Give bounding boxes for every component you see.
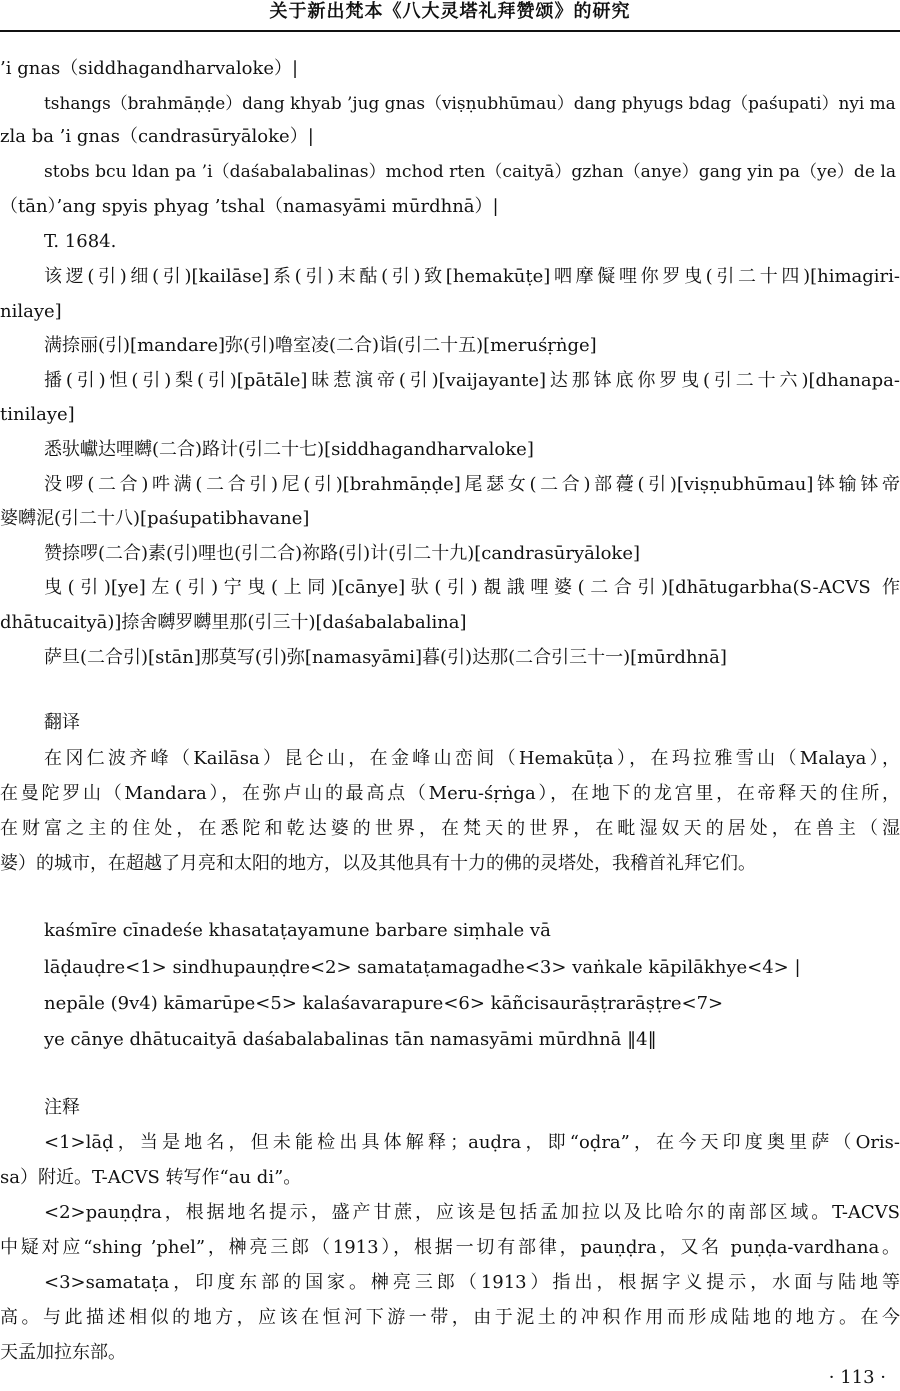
page-number: · 113 · <box>828 1367 886 1388</box>
taisho-line: 没啰(二合)吽满(二合引)尼(引)[brahmāṇḍe]尾瑟女(二合)部蘉(引)[viṣṇubhūmau]钵输钵帝 <box>44 474 900 495</box>
tibetan-line: ’i gnas（siddhagandharvaloke）| <box>0 58 299 79</box>
notes-heading: 注释 <box>44 1097 80 1118</box>
tibetan-line: stobs bcu ldan pa ’i（daśabalabalinas）mchod rten（caityā）gzhan（anye）gang yin pa（ye）de la <box>44 162 897 182</box>
translation-line: 在冈仁波齐峰（Kailāsa）昆仑山，在金峰山峦间（Hemakūṭa），在玛拉雅雪山（Malaya）， <box>44 748 900 769</box>
verse-line: lāḍauḍre<1> sindhupauṇḍre<2> samataṭamagadhe<3> vaṅkale kāpilākhye<4> | <box>44 957 801 978</box>
note-line: <3>samataṭa，印度东部的国家。榊亮三郎（1913）指出，根据字义提示，水面与陆地等 <box>44 1272 900 1293</box>
header-rule <box>0 30 900 32</box>
taisho-line: 曳(引)[ye]左(引)宁曳(上同)[cānye]驮(引)覩誐哩婆(二合引)[dhātugarbha(S-ACVS 作 <box>44 577 900 598</box>
taisho-reference: T. 1684. <box>44 231 117 252</box>
note-line: <1>lāḍ，当是地名，但未能检出具体解释；auḍra，即“oḍra”，在今天印度奥里萨（Oris- <box>44 1132 900 1153</box>
running-header: 关于新出梵本《八大灵塔礼拜赞颂》的研究 <box>269 1 631 22</box>
taisho-line: 婆嚩泥(引二十八)[paśupatibhavane] <box>0 508 310 529</box>
taisho-line: 悉驮巘达哩嚩(二合)路计(引二十七)[siddhagandharvaloke] <box>44 439 534 460</box>
taisho-line: 播(引)怛(引)梨(引)[pātāle]昧惹演帝(引)[vaijayante]达那钵底你罗曳(引二十六)[dhanapa- <box>44 370 900 391</box>
verse-line: nepāle (9v4) kāmarūpe<5> kalaśavarapure<6> kāñcisaurāṣṭrarāṣṭre<7> <box>44 993 724 1014</box>
translation-line: 婆）的城市，在超越了月亮和太阳的地方，以及其他具有十力的佛的灵塔处，我稽首礼拜它们。 <box>0 853 756 874</box>
taisho-line: dhātucaityā)]捺舍嚩罗嚩里那(引三十)[daśabalabalina] <box>0 612 467 633</box>
taisho-line: 满捺丽(引)[mandare]弥(引)噜室凌(二合)诣(引二十五)[meruśṛṅge] <box>44 335 597 356</box>
translation-line: 在财富之主的住处，在悉陀和乾达婆的世界，在梵天的世界，在毗湿奴天的居处，在兽主（湿 <box>0 818 900 839</box>
tibetan-line: tshangs（brahmāṇḍe）dang khyab ’jug gnas（viṣṇubhūmau）dang phyugs bdag（paśupati）nyi ma <box>44 93 896 113</box>
tibetan-line: （tān）’ang spyis phyag ’tshal（namasyāmi mūrdhnā）| <box>0 196 499 217</box>
note-line: 天孟加拉东部。 <box>0 1342 126 1363</box>
note-line: <2>pauṇḍra，根据地名提示，盛产甘蔗，应该是包括孟加拉以及比哈尔的南部区域。T-ACVS <box>44 1202 900 1223</box>
taisho-line: nilaye] <box>0 301 62 322</box>
verse-line: kaśmīre cīnadeśe khasataṭayamune barbare siṃhale vā <box>44 920 551 941</box>
taisho-line: 赞捺啰(二合)素(引)哩也(引二合)祢路(引)计(引二十九)[candrasūryāloke] <box>44 543 641 564</box>
note-line: sa）附近。T-ACVS 转写作“au di”。 <box>0 1167 302 1188</box>
taisho-line: 该逻(引)细(引)[kailāse]系(引)末酤(引)致[hemakūṭe]呬摩儗哩你罗曳(引二十四)[himagiri- <box>44 266 900 287</box>
taisho-line: tinilaye] <box>0 404 75 425</box>
translation-line: 在曼陀罗山（Mandara），在弥卢山的最高点（Meru-śṛṅga），在地下的龙宫里，在帝释天的住所， <box>0 783 900 804</box>
verse-line: ye cānye dhātucaityā daśabalabalinas tān namasyāmi mūrdhnā ‖4‖ <box>44 1029 657 1050</box>
note-line: 高。与此描述相似的地方，应该在恒河下游一带，由于泥土的冲积作用而形成陆地的地方。在今 <box>0 1307 900 1328</box>
note-line: 中疑对应“shing ’phel”，榊亮三郎（1913），根据一切有部律，pauṇḍra，又名 puṇḍa-vardhana。 <box>0 1237 900 1258</box>
translation-heading: 翻译 <box>44 712 80 733</box>
taisho-line: 萨旦(二合引)[stān]那莫写(引)弥[namasyāmi]暮(引)达那(二合引三十一)[mūrdhnā] <box>44 647 727 668</box>
tibetan-line: zla ba ’i gnas（candrasūryāloke）| <box>0 126 314 147</box>
